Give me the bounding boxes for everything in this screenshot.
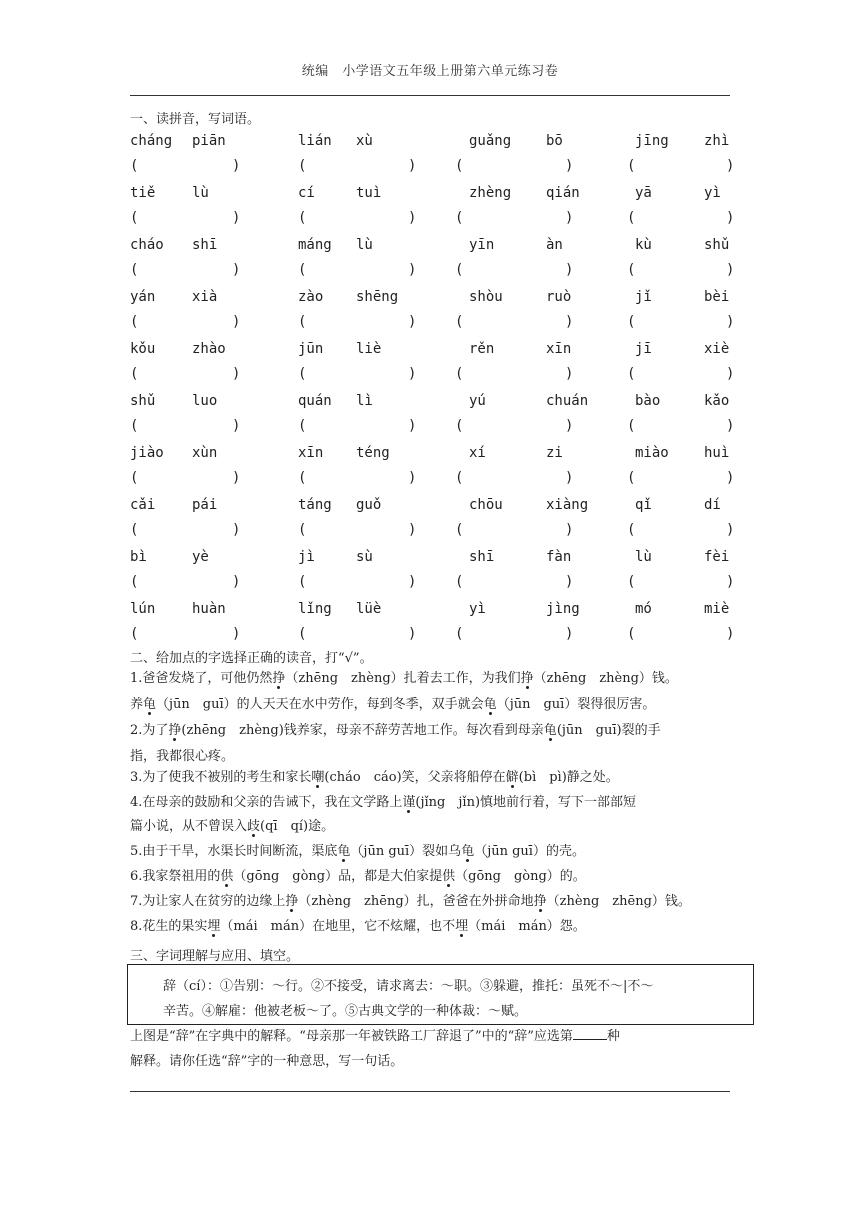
pinyin-syllable: huàn (192, 601, 226, 617)
bracket-close[interactable]: ) (232, 626, 241, 642)
dotted-char: 埋 (207, 919, 221, 934)
bracket-close[interactable]: ) (232, 158, 241, 174)
bracket-close[interactable]: ) (408, 366, 417, 382)
bracket-close[interactable]: ) (726, 262, 735, 278)
bracket-open[interactable]: ( (627, 158, 636, 174)
pinyin-syllable: téng (356, 445, 390, 461)
question-6: 6.我家祭祖用的供（gōng gòng）品，都是大伯家提供（gōng gòng）的。 (130, 869, 586, 884)
pinyin-syllable: xiàng (546, 497, 589, 513)
pinyin-syllable: pái (192, 497, 218, 513)
pinyin-syllable: yú (469, 393, 486, 409)
pinyin-syllable: cháng (130, 133, 173, 149)
pinyin-syllable: bō (546, 133, 563, 149)
bracket-open[interactable]: ( (130, 158, 139, 174)
pinyin-syllable: zào (298, 289, 324, 305)
question-8: 8.花生的果实埋（mái mán）在地里，它不炫耀，也不埋（mái mán）怨。 (130, 919, 586, 934)
dotted-char: 埋 (455, 919, 469, 934)
dotted-char: 挣 (533, 894, 547, 909)
pinyin-syllable: zi (546, 445, 563, 461)
pinyin-syllable: jī (635, 341, 652, 357)
dotted-char: 龟 (337, 844, 351, 859)
question-2-line-1: 2.为了挣(zhēng zhèng)钱养家，母亲不辞劳苦地工作。每次看到母亲龟(jūn guī)裂的手 (130, 723, 661, 738)
dotted-char: 挣 (168, 723, 182, 738)
bracket-close[interactable]: ) (232, 210, 241, 226)
bracket-close[interactable]: ) (565, 522, 574, 538)
pinyin-syllable: zhào (192, 341, 226, 357)
answer-bracket-row (130, 415, 735, 441)
answer-bracket-row (130, 363, 735, 389)
bracket-close[interactable]: ) (565, 158, 574, 174)
pinyin-syllable: zhì (704, 133, 730, 149)
pinyin-syllable: yè (192, 549, 209, 565)
bracket-open[interactable]: ( (130, 626, 139, 642)
pinyin-row (130, 597, 730, 623)
pinyin-syllable: yán (130, 289, 156, 305)
pinyin-syllable: cí (298, 185, 315, 201)
bracket-open[interactable]: ( (298, 210, 307, 226)
bracket-close[interactable]: ) (408, 574, 417, 590)
bracket-open[interactable]: ( (298, 470, 307, 486)
pinyin-syllable: shǔ (704, 237, 730, 253)
bracket-close[interactable]: ) (408, 470, 417, 486)
bracket-open[interactable]: ( (455, 470, 464, 486)
pinyin-syllable: fàn (546, 549, 572, 565)
pinyin-syllable: jīng (635, 133, 669, 149)
pinyin-syllable: shēng (356, 289, 399, 305)
bracket-open[interactable]: ( (455, 574, 464, 590)
pinyin-syllable: jiào (130, 445, 164, 461)
pinyin-syllable: guǒ (356, 497, 382, 513)
pinyin-syllable: xīn (546, 341, 572, 357)
answer-bracket-row (130, 519, 735, 545)
bracket-close[interactable]: ) (232, 366, 241, 382)
question-4-line-2: 篇小说，从不曾误入歧(qī qí)途。 (130, 819, 335, 834)
pinyin-syllable: guǎng (469, 133, 512, 149)
pinyin-syllable: rěn (469, 341, 495, 357)
bracket-close[interactable]: ) (232, 574, 241, 590)
pinyin-syllable: lù (635, 549, 652, 565)
pinyin-syllable: fèi (704, 549, 730, 565)
bracket-open[interactable]: ( (130, 314, 139, 330)
bracket-close[interactable]: ) (232, 314, 241, 330)
pinyin-syllable: xià (192, 289, 218, 305)
pinyin-syllable: jìng (546, 601, 580, 617)
bracket-close[interactable]: ) (726, 314, 735, 330)
dotted-char: 歧 (247, 819, 261, 834)
dotted-char: 龟 (483, 697, 497, 712)
pinyin-syllable: yīn (469, 237, 495, 253)
dotted-char: 龟 (543, 723, 557, 738)
pinyin-syllable: xù (356, 133, 373, 149)
answer-blank[interactable] (573, 1027, 607, 1040)
bracket-open[interactable]: ( (627, 626, 636, 642)
pinyin-syllable: miào (635, 445, 669, 461)
dotted-char: 嘲 (311, 770, 325, 785)
pinyin-syllable: sù (356, 549, 373, 565)
pinyin-syllable: tuì (356, 185, 382, 201)
bracket-open[interactable]: ( (627, 314, 636, 330)
pinyin-syllable: ruò (546, 289, 572, 305)
question-5: 5.由于干旱，水渠长时间断流，渠底龟（jūn guī）裂如乌龟（jūn guī）的壳。 (130, 844, 585, 859)
question-7: 7.为让家人在贫穷的边缘上挣（zhèng zhēng）扎，爸爸在外拼命地挣（zhèng zhēng）钱。 (130, 894, 691, 909)
answer-bracket-row (130, 155, 735, 181)
pinyin-syllable: cháo (130, 237, 164, 253)
bracket-close[interactable]: ) (565, 366, 574, 382)
bracket-open[interactable]: ( (298, 574, 307, 590)
pinyin-syllable: luo (192, 393, 218, 409)
pinyin-syllable: bào (635, 393, 661, 409)
dotted-char: 龟 (461, 844, 475, 859)
bracket-close[interactable]: ) (408, 210, 417, 226)
pinyin-syllable: jì (298, 549, 315, 565)
bracket-open[interactable]: ( (455, 210, 464, 226)
pinyin-syllable: mó (635, 601, 652, 617)
bracket-close[interactable]: ) (726, 158, 735, 174)
pinyin-row (130, 493, 730, 519)
pinyin-syllable: lún (130, 601, 156, 617)
bracket-open[interactable]: ( (298, 366, 307, 382)
pinyin-syllable: xí (469, 445, 486, 461)
bracket-close[interactable]: ) (726, 626, 735, 642)
pinyin-grid (130, 129, 735, 649)
pinyin-syllable: bèi (704, 289, 730, 305)
section3-title: 三、字词理解与应用、填空。 (130, 949, 300, 964)
question-3: 3.为了使我不被别的考生和家长嘲(cháo cáo)笑，父亲将船停在僻(bì pì)静之处。 (130, 770, 619, 785)
pinyin-syllable: lián (298, 133, 332, 149)
bracket-close[interactable]: ) (565, 574, 574, 590)
dotted-char: 供 (220, 869, 234, 884)
bracket-open[interactable]: ( (130, 262, 139, 278)
page-header: 统编 小学语文五年级上册第六单元练习卷 (301, 64, 559, 79)
dictionary-line-1: 辞（cí）：①告别：～行。②不接受，请求离去：～职。③躲避，推托：虽死不～|不～ (163, 979, 654, 994)
bracket-close[interactable]: ) (232, 262, 241, 278)
pinyin-syllable: yā (635, 185, 652, 201)
pinyin-syllable: kǒu (130, 341, 156, 357)
bracket-close[interactable]: ) (726, 418, 735, 434)
bracket-open[interactable]: ( (455, 418, 464, 434)
bracket-close[interactable]: ) (408, 158, 417, 174)
bracket-open[interactable]: ( (130, 210, 139, 226)
question-3-prompt-2: 解释。请你任选“辞”字的一种意思，写一句话。 (130, 1054, 404, 1069)
bracket-open[interactable]: ( (298, 158, 307, 174)
bracket-open[interactable]: ( (455, 626, 464, 642)
pinyin-syllable: huì (704, 445, 730, 461)
pinyin-row (130, 181, 730, 207)
pinyin-syllable: kǎo (704, 393, 730, 409)
bracket-open[interactable]: ( (455, 522, 464, 538)
bracket-open[interactable]: ( (455, 262, 464, 278)
dotted-char: 供 (442, 869, 456, 884)
bracket-open[interactable]: ( (455, 366, 464, 382)
answer-bracket-row (130, 311, 735, 337)
bracket-open[interactable]: ( (130, 574, 139, 590)
bracket-open[interactable]: ( (298, 626, 307, 642)
answer-bracket-row (130, 623, 735, 649)
bracket-open[interactable]: ( (455, 314, 464, 330)
pinyin-syllable: jǐ (635, 289, 652, 305)
dotted-char: 挣 (520, 671, 534, 686)
bracket-open[interactable]: ( (455, 158, 464, 174)
bracket-open[interactable]: ( (130, 418, 139, 434)
dotted-char: 龟 (143, 697, 157, 712)
pinyin-syllable: xùn (192, 445, 218, 461)
pinyin-syllable: xiè (704, 341, 730, 357)
bracket-open[interactable]: ( (627, 574, 636, 590)
pinyin-syllable: shòu (469, 289, 503, 305)
pinyin-syllable: lì (356, 393, 373, 409)
header-divider (130, 95, 730, 96)
section1-title: 一、读拼音，写词语。 (130, 112, 261, 127)
bracket-close[interactable]: ) (565, 470, 574, 486)
answer-bracket-row (130, 207, 735, 233)
bracket-close[interactable]: ) (726, 366, 735, 382)
bracket-open[interactable]: ( (298, 262, 307, 278)
bracket-open[interactable]: ( (298, 314, 307, 330)
pinyin-syllable: qǐ (635, 497, 652, 513)
pinyin-syllable: máng (298, 237, 332, 253)
section2-title: 二、给加点的字选择正确的读音，打“√”。 (130, 651, 373, 666)
dictionary-box (127, 964, 754, 1025)
question-1-line-1: 1.爸爸发烧了，可他仍然挣（zhēng zhèng）扎着去工作，为我们挣（zhēng zhèng）钱。 (130, 671, 678, 686)
dotted-char: 谨 (402, 795, 416, 810)
pinyin-syllable: kù (635, 237, 652, 253)
pinyin-syllable: cǎi (130, 497, 156, 513)
pinyin-syllable: qián (546, 185, 580, 201)
bracket-close[interactable]: ) (408, 522, 417, 538)
pinyin-syllable: quán (298, 393, 332, 409)
pinyin-syllable: lù (192, 185, 209, 201)
bracket-close[interactable]: ) (565, 262, 574, 278)
bracket-open[interactable]: ( (627, 262, 636, 278)
bracket-open[interactable]: ( (130, 522, 139, 538)
pinyin-syllable: chuán (546, 393, 589, 409)
pinyin-syllable: chōu (469, 497, 503, 513)
bracket-close[interactable]: ) (232, 522, 241, 538)
pinyin-syllable: lù (356, 237, 373, 253)
pinyin-syllable: táng (298, 497, 332, 513)
pinyin-row (130, 545, 730, 571)
pinyin-syllable: zhèng (469, 185, 512, 201)
bracket-close[interactable]: ) (408, 418, 417, 434)
bracket-close[interactable]: ) (726, 210, 735, 226)
pinyin-syllable: yì (469, 601, 486, 617)
pinyin-row (130, 129, 730, 155)
bracket-close[interactable]: ) (565, 210, 574, 226)
question-3-prompt-1: 上图是“辞”在字典中的解释。“母亲那一年被铁路工厂辞退了”中的“辞”应选第 种 (130, 1029, 620, 1044)
bracket-close[interactable]: ) (408, 626, 417, 642)
bracket-open[interactable]: ( (130, 470, 139, 486)
pinyin-syllable: bì (130, 549, 147, 565)
bracket-close[interactable]: ) (726, 470, 735, 486)
bracket-close[interactable]: ) (726, 574, 735, 590)
pinyin-syllable: xīn (298, 445, 324, 461)
pinyin-row (130, 233, 730, 259)
bracket-open[interactable]: ( (627, 210, 636, 226)
question-1-line-2: 养龟（jūn guī）的人天天在水中劳作，每到冬季，双手就会龟（jūn guī）裂得很厉害。 (130, 697, 656, 712)
bracket-open[interactable]: ( (298, 522, 307, 538)
bracket-close[interactable]: ) (726, 522, 735, 538)
pinyin-syllable: liè (356, 341, 382, 357)
pinyin-syllable: lüè (356, 601, 382, 617)
pinyin-syllable: àn (546, 237, 563, 253)
bracket-close[interactable]: ) (565, 626, 574, 642)
answer-line[interactable] (130, 1091, 730, 1092)
question-2-line-2: 指，我都很心疼。 (130, 749, 235, 764)
answer-bracket-row (130, 467, 735, 493)
question-4-line-1: 4.在母亲的鼓励和父亲的告诫下，我在文学路上谨(jǐng jǐn)慎地前行着，写下一部部短 (130, 795, 637, 810)
answer-bracket-row (130, 259, 735, 285)
pinyin-row (130, 441, 730, 467)
bracket-open[interactable]: ( (627, 470, 636, 486)
pinyin-syllable: tiě (130, 185, 156, 201)
pinyin-syllable: lǐng (298, 601, 332, 617)
pinyin-syllable: yì (704, 185, 721, 201)
bracket-close[interactable]: ) (565, 418, 574, 434)
pinyin-row (130, 389, 730, 415)
bracket-close[interactable]: ) (565, 314, 574, 330)
bracket-open[interactable]: ( (627, 522, 636, 538)
dotted-char: 挣 (285, 894, 299, 909)
pinyin-syllable: piān (192, 133, 226, 149)
pinyin-syllable: dí (704, 497, 721, 513)
pinyin-row (130, 285, 730, 311)
dotted-char: 挣 (272, 671, 286, 686)
answer-bracket-row (130, 571, 735, 597)
pinyin-syllable: shī (192, 237, 218, 253)
bracket-open[interactable]: ( (627, 366, 636, 382)
bracket-open[interactable]: ( (130, 366, 139, 382)
bracket-close[interactable]: ) (232, 418, 241, 434)
pinyin-syllable: jūn (298, 341, 324, 357)
pinyin-syllable: miè (704, 601, 730, 617)
dotted-char: 僻 (505, 770, 519, 785)
bracket-open[interactable]: ( (298, 418, 307, 434)
pinyin-syllable: shǔ (130, 393, 156, 409)
pinyin-syllable: shī (469, 549, 495, 565)
bracket-open[interactable]: ( (627, 418, 636, 434)
bracket-close[interactable]: ) (408, 314, 417, 330)
bracket-close[interactable]: ) (232, 470, 241, 486)
pinyin-row (130, 337, 730, 363)
bracket-close[interactable]: ) (408, 262, 417, 278)
dictionary-line-2: 辛苦。④解雇：他被老板～了。⑤古典文学的一种体裁：～赋。 (163, 1004, 528, 1019)
